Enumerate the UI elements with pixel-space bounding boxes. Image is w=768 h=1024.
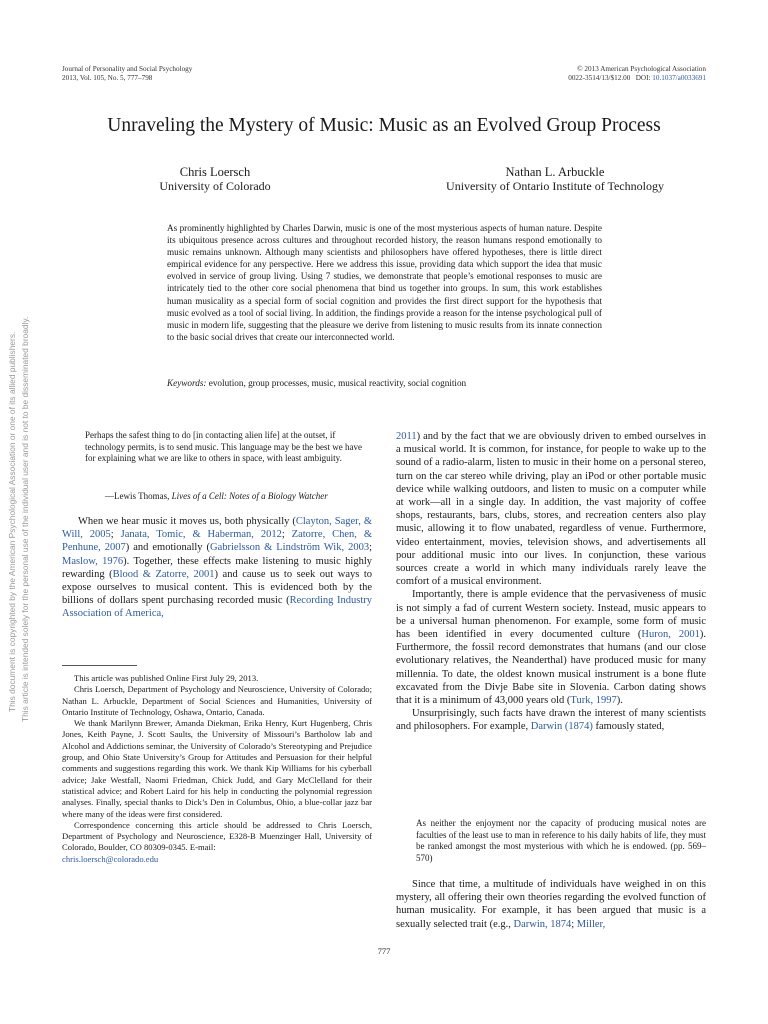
citation-link[interactable]: Huron, 2001 <box>641 629 700 641</box>
citation-link[interactable]: 2011 <box>396 431 417 442</box>
citation-link[interactable]: Maslow, 1976 <box>62 555 124 567</box>
copyright-header <box>568 65 706 83</box>
footnotes <box>62 673 372 865</box>
citation-link[interactable]: Darwin (1874) <box>530 721 593 733</box>
doi-link[interactable]: 10.1037/a0033691 <box>652 74 706 82</box>
epigraph-author: —Lewis Thomas, <box>105 491 172 501</box>
journal-header <box>62 65 192 83</box>
page-number: 777 <box>377 946 391 956</box>
keywords-label: Keywords: <box>167 378 207 388</box>
epigraph-work: Lives of a Cell: Notes of a Biology Watcher <box>171 491 328 501</box>
author-block-2 <box>425 165 685 193</box>
footnote: Chris Loersch, Department of Psychology and Neuroscience, University of Colorado; Nathan L. Arbuckle, Department of Social Sciences and Humanities, University of Ontario Institute of Technology, Oshawa, Ontario, Canada. <box>62 684 372 717</box>
issn: 0022-3514/13/$12.00 <box>568 74 631 82</box>
body-paragraph: When we hear music it moves us, both physically (Clayton, Sager, & Will, 2005; Janata, Tomic, & Haberman, 2012; Zatorre, Chen, & Penhune, 2007) and emotionally (Gabrielsson & Lindström Wik, 2003; Maslow, 1976). Together, these effects make listening to music highly rewarding (Blood & Zatorre, 2001) and cause us to seek out ways to expose ourselves to musical content. This is evidenced both by the billions of dollars spent purchasing recorded music (Recording Industry Association of America, <box>62 516 373 620</box>
author-block-1 <box>140 165 290 193</box>
citation-link[interactable]: Gabrielsson & Lindström Wik, 2003 <box>210 542 370 554</box>
epigraph-attribution <box>105 491 373 503</box>
citation-link[interactable]: Recording Industry Association of America, <box>62 595 372 620</box>
author-affiliation: University of Ontario Institute of Technology <box>446 179 664 193</box>
citation-link[interactable]: Clayton, Sager, & Will, 2005 <box>62 516 372 541</box>
body-paragraph: Unsurprisingly, such facts have drawn the interest of many scientists and philosophers. For example, Darwin (1874) famously stated, <box>396 708 706 733</box>
block-quote: As neither the enjoyment nor the capacity of producing musical notes are faculties of the least use to man in reference to his daily habits of life, they must be ranked amongst the most mysterious with which he is endowed. (pp. 569–570) <box>416 818 706 863</box>
body-paragraph: Since that time, a multitude of individuals have weighed in on this mystery, all offering their own theories regarding the evolved function of human musicality. For example, it has been argued that music is a sexually selected trait (e.g., Darwin, 1874; Miller, <box>396 879 706 930</box>
footnote: Correspondence concerning this article should be addressed to Chris Loersch, Department of Psychology and Neuroscience, E328-B Muenzinger Hall, University of Colorado, Boulder, CO 80309-0345. E-mail: <box>62 819 372 853</box>
citation-link[interactable]: Janata, Tomic, & Haberman, 2012 <box>120 529 282 541</box>
footnote-divider <box>62 665 137 666</box>
article-title: Unraveling the Mystery of Music: Music as an Evolved Group Process <box>107 115 661 136</box>
keywords-text: evolution, group processes, music, musical reactivity, social cognition <box>208 378 467 388</box>
citation-link[interactable]: Zatorre, Chen, & Penhune, 2007 <box>62 529 372 554</box>
right-column-continuation <box>396 878 706 931</box>
footnote: We thank Marilynn Brewer, Amanda Diekman, Erika Henry, Kurt Hugenberg, Chris Jones, Keith Payne, J. Scott Saults, the University of Missouri’s Bartholow lab and Alcohol and Addictions seminar, the University of Colorado’s Stereotyping and Prejudice group, and Ohio State University’s Group for Attitudes and Persuasion for their helpful comments and suggestions regarding this work. We thank Kip Williams for his cyberball advice; Jake Westfall, Naomi Friedman, Chick Judd, and Gary McClelland for their statistical advice; and Robert Laird for his help in conducting the polynomial regression analyses. Finally, special thanks to Dick’s Den in Columbus, Ohio, a blue-collar jazz bar where many of the ideas were first considered. <box>62 718 372 819</box>
citation-link[interactable]: Darwin, 1874 <box>513 918 572 930</box>
body-paragraph: Importantly, there is ample evidence that the pervasiveness of music is not simply a fad of current Western society. Instead, music appears to be a universal human phenomenon. For example, some form of music has been identified in every documented culture (Huron, 2001). Furthermore, the fossil record demonstrates that humans (and our close evolutionary relatives, the Neanderthal) have produced music for many millennia. To date, the oldest known musical instrument is a bone flute excavated from the Divje Babe site in Slovenia. Carbon dating shows that it is a minimum of 43,000 years old (Turk, 1997). <box>396 589 706 707</box>
copyright-line: © 2013 American Psychological Association <box>577 65 706 73</box>
citation-link[interactable]: Miller, <box>576 918 606 930</box>
body-paragraph: 2011) and by the fact that we are obviously driven to embed ourselves in a musical world. It is common, for instance, for people to wake up to the sound of a radio-alarm, listen to music in their home on a personal stereo, turn on the car stereo while driving, play an iPod or other portable music device while walking outdoors, and listen to music on a computer while at work—all in a single day. In addition, the vast majority of coffee shops, restaurants, bars, clubs, stores, and recreation centers also play music, allowing it to flow unabated, regardless of venue. Furthermore, video entertainment, movies, television shows, and advertisements all pour additional music into our lives. In conjunction, these various sources create a world in which many individuals rarely leave the comfort of a musical environment. <box>396 431 706 588</box>
author-affiliation: University of Colorado <box>159 179 271 193</box>
abstract: As prominently highlighted by Charles Darwin, music is one of the most mysterious aspects of human nature. Despite its ubiquitous presence across cultures and throughout recorded history, the reason humans respond emotionally to music remains unknown. Although many scientists and philosophers have offered hypotheses, there is little direct empirical evidence for any perspective. Here we address this issue, providing data which support the idea that music evolved in service of group living. Using 7 studies, we demonstrate that people’s emotional responses to music are intricately tied to the other core social phenomena that bind us together into groups. In sum, this work establishes human musicality as a special form of social cognition and provides the first direct support for the hypothesis that music evolved as a tool of social living. In addition, the findings provide a reason for the intense psychological pull of music in modern life, suggesting that the pleasure we derive from listening to music results from its innate connection to the basic social drives that create our interconnected world. <box>167 223 602 342</box>
left-column-body <box>62 515 372 621</box>
author-name: Nathan L. Arbuckle <box>505 165 605 179</box>
email-link[interactable]: chris.loersch@colorado.edu <box>62 853 159 864</box>
journal-name: Journal of Personality and Social Psychology <box>62 65 193 73</box>
citation-link[interactable]: Blood & Zatorre, 2001 <box>112 568 215 580</box>
journal-volume: 2013, Vol. 105, No. 5, 777–798 <box>62 74 153 82</box>
keywords <box>167 377 602 389</box>
doi-label: DOI: <box>635 74 651 82</box>
author-name: Chris Loersch <box>179 165 251 179</box>
usage-side-notice: This article is intended solely for the personal use of the individual user and is not to be disseminated broadly. <box>20 316 30 722</box>
epigraph-quote: Perhaps the safest thing to do [in contacting alien life] at the outset, if technology permits, is to send music. This language may be the best we have for explaining what we are like to others in space, with least ambiguity. <box>85 430 363 464</box>
footnote: This article was published Online First July 29, 2013. <box>74 673 259 683</box>
citation-link[interactable]: Turk, 1997 <box>570 695 617 707</box>
issn-doi-line <box>568 74 706 83</box>
copyright-side-notice: This document is copyrighted by the American Psychological Association or one of its allied publishers. <box>7 331 17 712</box>
right-column-body <box>396 430 706 734</box>
